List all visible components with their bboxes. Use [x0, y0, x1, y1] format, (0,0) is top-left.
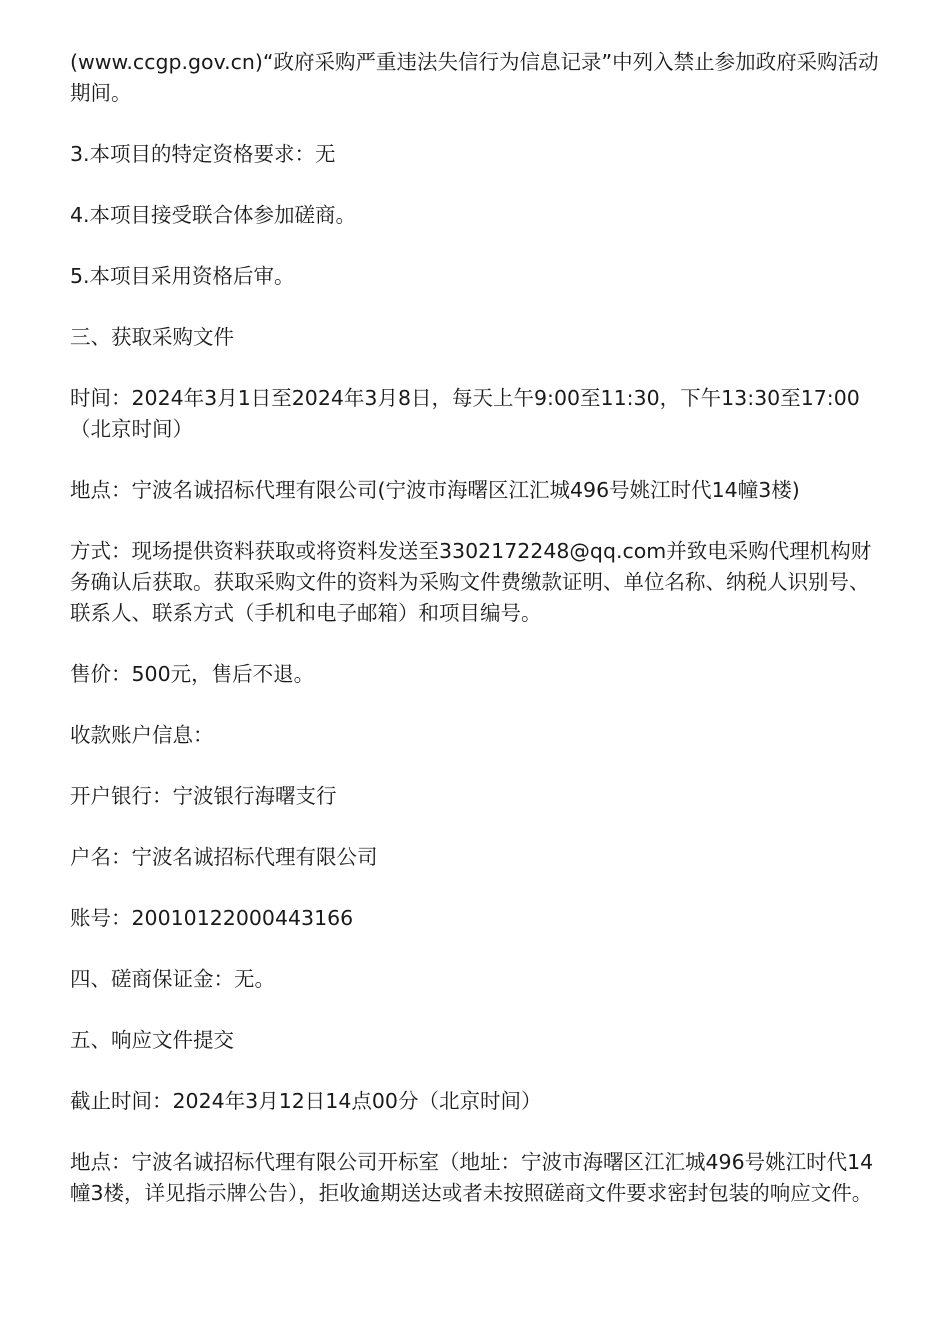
paragraph-account-number: 账号：20010122000443166 [70, 906, 354, 930]
section-heading-submission: 五、响应文件提交 [70, 1028, 234, 1052]
paragraph-obtain-location: 地点：宁波名诚招标代理有限公司(宁波市海曙区江汇城496号姚江时代14幢3楼) [70, 478, 800, 502]
section-heading-deposit: 四、磋商保证金：无。 [70, 967, 275, 991]
paragraph-specific-qualification: 3.本项目的特定资格要求：无 [70, 142, 336, 166]
paragraph-account-name: 户名：宁波名诚招标代理有限公司 [70, 845, 378, 869]
document-body [70, 47, 882, 1239]
paragraph-blacklist-note: (www.ccgp.gov.cn)“政府采购严重违法失信行为信息记录”中列入禁止参加政府采购活动期间。 [70, 50, 879, 105]
paragraph-obtain-time: 时间：2024年3月1日至2024年3月8日，每天上午9:00至11:30，下午13:30至17:00（北京时间） [70, 386, 860, 441]
paragraph-consortium: 4.本项目接受联合体参加磋商。 [70, 203, 357, 227]
paragraph-submission-location: 地点：宁波名诚招标代理有限公司开标室（地址：宁波市海曙区江汇城496号姚江时代14幢3楼，详见指示牌公告），拒收逾期送达或者未按照磋商文件要求密封包装的响应文件。 [70, 1150, 874, 1205]
paragraph-bank: 开户银行：宁波银行海曙支行 [70, 784, 337, 808]
paragraph-price: 售价：500元，售后不退。 [70, 662, 315, 686]
paragraph-obtain-method: 方式：现场提供资料获取或将资料发送至3302172248@qq.com并致电采购代理机构财务确认后获取。获取采购文件的资料为采购文件费缴款证明、单位名称、纳税人识别号、联系人、联系方式（手机和电子邮箱）和项目编号。 [70, 539, 872, 625]
section-heading-obtain-documents: 三、获取采购文件 [70, 325, 234, 349]
paragraph-account-info-label: 收款账户信息： [70, 723, 214, 747]
paragraph-deadline: 截止时间：2024年3月12日14点00分（北京时间） [70, 1089, 542, 1113]
paragraph-post-qualification: 5.本项目采用资格后审。 [70, 264, 295, 288]
